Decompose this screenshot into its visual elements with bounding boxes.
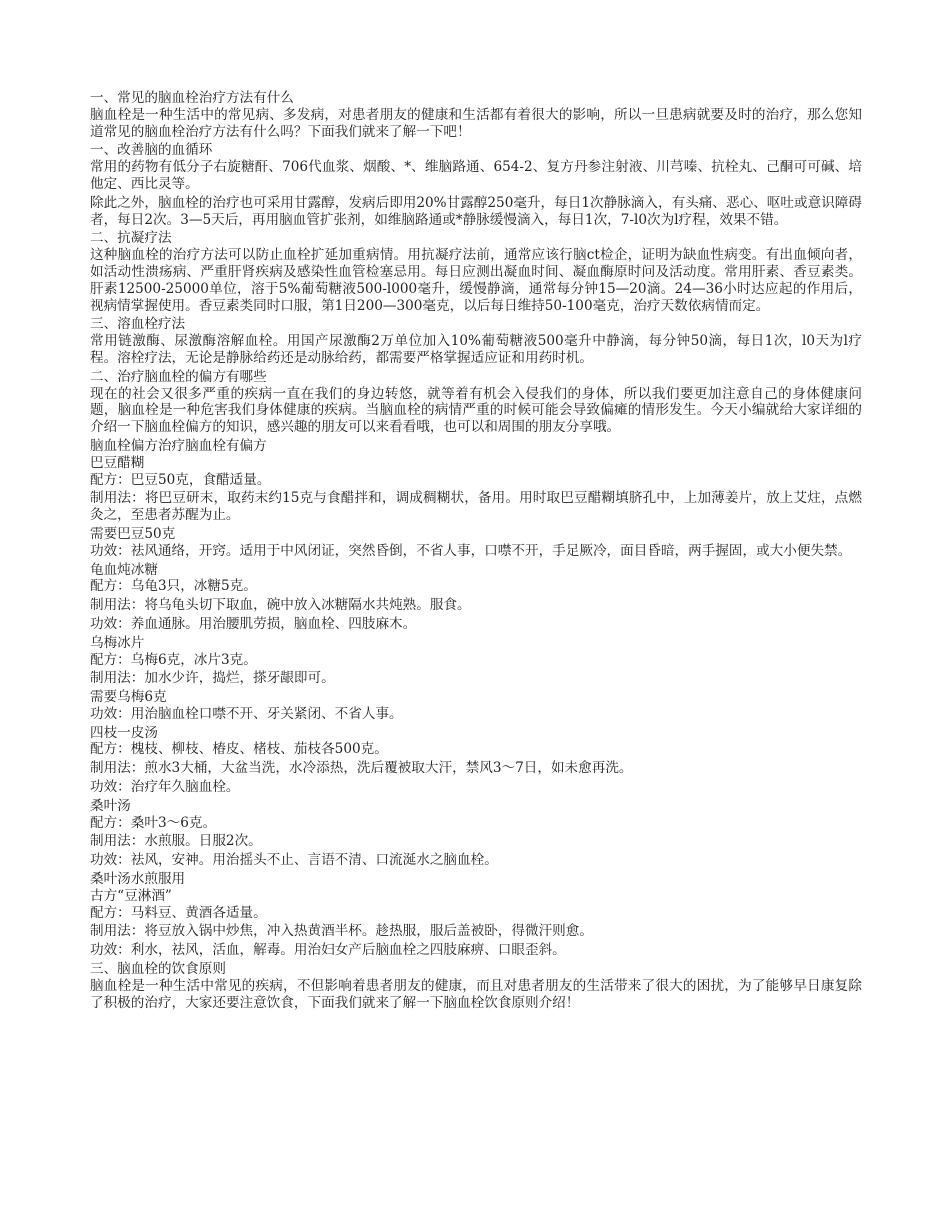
paragraph-folk-intro: 现在的社会又很多严重的疾病一直在我们的身边转悠，就等着有机会入侵我们的身体，所以我们要更加注意自己的身体健康问题，脑血栓是一种危害我们身体健康的疾病。当脑血栓的病情严重的时候可能会导致偏瘫的情形发生。今天小编就给大家详细的介绍一下脑血栓偏方的知识，感兴趣的朋友可以来看看哦，也可以和周围的朋友分享哦。 (90, 385, 862, 436)
heading-improve-circulation: 一、改善脑的血循环 (90, 142, 213, 159)
remedy-effect-badou: 功效：祛风通络，开窍。适用于中风闭证，突然昏倒，不省人事，口噤不开，手足厥冷，面目昏暗，两手握固，或大小便失禁。 (90, 542, 852, 559)
paragraph-thrombolysis: 常用链激酶、尿激酶溶解血栓。用国产尿激酶2万单位加入10%葡萄糖液500毫升中静滴，每分钟50滴，每日1次，l0天为l疗程。溶栓疗法，无论是静脉给药还是动脉给药，都需要严格掌握适应证和用药时机。 (90, 333, 862, 366)
remedy-formula-four-branches: 配方：槐枝、柳枝、椿皮、楮枝、茄枝各500克。 (90, 741, 388, 758)
remedy-title-badou: 巴豆醋糊 (90, 454, 145, 471)
paragraph-intro: 脑血栓是一种生活中的常见病、多发病，对患者朋友的健康和生活都有着很大的影响，所以一旦患病就要及时的治疗，那么您知道常见的脑血栓治疗方法有什么吗？下面我们就来了解一下吧！ (90, 106, 862, 140)
remedy-effect-turtle: 功效：养血通脉。用治腰肌劳损，脑血栓、四肢麻木。 (90, 615, 417, 632)
remedy-note-plum: 需要乌梅6克 (90, 689, 167, 706)
heading-thrombolysis: 三、溶血栓疗法 (90, 316, 186, 333)
subheading-remedies: 脑血栓偏方治疗脑血栓有偏方 (90, 437, 267, 454)
remedy-effect-mulberry: 功效：祛风，安神。用治摇头不止、言语不清、口流涎水之脑血栓。 (90, 852, 498, 869)
remedy-method-turtle: 制用法：将乌龟头切下取血，碗中放入冰糖隔水共炖熟。服食。 (90, 597, 471, 614)
remedy-note-badou: 需要巴豆50克 (90, 525, 176, 542)
document-body (90, 90, 862, 1013)
heading-diet-principles: 三、脑血栓的饮食原则 (90, 961, 226, 978)
remedy-effect-bean-wine: 功效：利水，祛风，活血，解毒。用治妇女产后脑血栓之四肢麻痹、口眼歪斜。 (90, 942, 566, 959)
remedy-title-turtle: 龟血炖冰糖 (90, 561, 158, 578)
remedy-method-plum: 制用法：加水少许，捣烂，搽牙龈即可。 (90, 670, 335, 687)
remedy-formula-plum: 配方：乌梅6克，冰片3克。 (90, 651, 257, 668)
paragraph-mannitol: 除此之外，脑血栓的治疗也可采用甘露醇，发病后即用20%甘露醇250毫升，每日1次静脉滴入，有头痛、恶心、呕吐或意识障碍者，每日2次。3—5天后，再用脑血管扩张剂，如维脑路通或*静脉缓慢滴入，每日1次，7-l0次为l疗程，效果不错。 (90, 194, 862, 228)
remedy-formula-badou: 配方：巴豆50克，食醋适量。 (90, 471, 271, 488)
remedy-method-four-branches: 制用法：煎水3大桶，大盆当洗，水冷添热，洗后覆被取大汗，禁风3～7日，如未愈再洗。 (90, 760, 633, 777)
paragraph-common-drugs: 常用的药物有低分子右旋糖酐、706代血浆、烟酸、*、维脑路通、654-2、复方丹参注射液、川芎嗪、抗栓丸、己酮可可碱、培他定、西比灵等。 (90, 159, 862, 192)
remedy-note-mulberry: 桑叶汤水煎服用 (90, 871, 186, 888)
remedy-method-bean-wine: 制用法：将豆放入锅中炒焦，冲入热黄酒半杯。趁热服，服后盖被卧，得微汗则愈。 (90, 923, 593, 940)
remedy-title-bean-wine: 古方“豆淋酒” (90, 887, 172, 904)
remedy-effect-plum: 功效：用治脑血栓口噤不开、牙关紧闭、不省人事。 (90, 705, 403, 722)
paragraph-diet-intro: 脑血栓是一种生活中常见的疾病，不但影响着患者朋友的健康，而且对患者朋友的生活带来了很大的困扰，为了能够早日康复除了积极的治疗，大家还要注意饮食，下面我们就来了解一下脑血栓饮食原则介绍！ (90, 977, 862, 1011)
heading-folk-remedies: 二、治疗脑血栓的偏方有哪些 (90, 368, 267, 385)
remedy-formula-turtle: 配方：乌龟3只，冰糖5克。 (90, 578, 257, 595)
remedy-method-badou: 制用法：将巴豆研末，取药末约15克与食醋拌和，调成稠糊状，备用。用时取巴豆醋糊填脐孔中，上加薄姜片，放上艾炷，点燃灸之，至患者苏醒为止。 (90, 490, 862, 524)
heading-anticoagulation: 二、抗凝疗法 (90, 230, 172, 247)
paragraph-anticoagulation: 这种脑血栓的治疗方法可以防止血栓扩延加重病情。用抗凝疗法前，通常应该行脑ct检企，证明为缺血性病变。有出血倾向者，如活动性溃疡病、严重肝肾疾病及感染性血管检塞忌用。每日应测出凝血时间、凝血酶原时问及活动度。常用肝素、香豆素类。肝素12500-25000单位，溶于5%葡萄糖液500-l000毫升，缓慢静滴，通常每分钟15—20滴。24—36小时达应起的作用后，视病情掌握使用。香豆素类同时口服，第1日200—300毫克，以后每日维持50-100毫克，治疗天数依病情而定。 (90, 247, 862, 314)
remedy-title-four-branches: 四枝一皮汤 (90, 724, 158, 741)
remedy-method-mulberry: 制用法：水煎服。日服2次。 (90, 833, 262, 850)
remedy-formula-bean-wine: 配方：马料豆、黄酒各适量。 (90, 904, 267, 921)
remedy-formula-mulberry: 配方：桑叶3～6克。 (90, 814, 217, 831)
remedy-title-mulberry: 桑叶汤 (90, 797, 131, 814)
remedy-effect-four-branches: 功效：治疗年久脑血栓。 (90, 779, 240, 796)
remedy-title-plum: 乌梅冰片 (90, 634, 145, 651)
heading-treatment-methods: 一、常见的脑血栓治疗方法有什么 (90, 90, 294, 106)
